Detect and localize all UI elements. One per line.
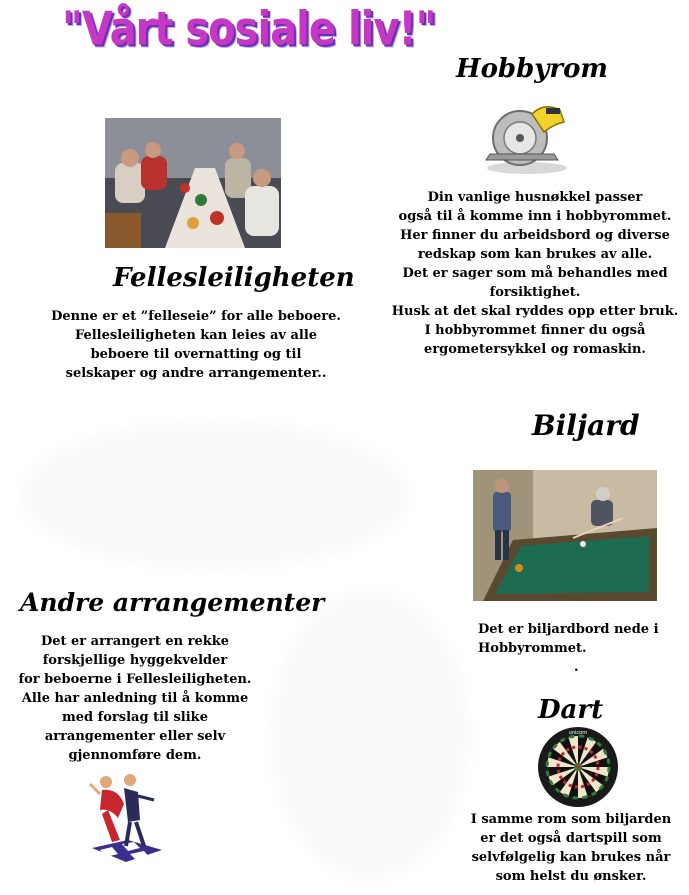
- page-title: "Vårt sosiale liv!": [62, 2, 436, 56]
- biljard-heading: Biljard: [532, 409, 640, 442]
- text-line: I samme rom som biljarden: [470, 812, 672, 827]
- text-line: er det også dartspill som: [480, 831, 662, 846]
- andre-heading: Andre arrangementer: [20, 588, 325, 617]
- text-line: beboere til overnatting og til: [90, 347, 302, 362]
- text-line: Fellesleiligheten kan leies av alle: [74, 328, 318, 343]
- dart-text: [460, 810, 682, 886]
- text-line: Det er biljardbord nede i: [478, 622, 659, 637]
- text-line: som helst du ønsker.: [495, 869, 647, 884]
- text-line: også til å komme inn i hobbyrommet.: [398, 209, 672, 224]
- text-line: redskap som kan brukes av alle.: [417, 247, 653, 262]
- fellesleiligheten-heading: Fellesleiligheten: [113, 263, 355, 293]
- text-line: selskaper og andre arrangementer..: [65, 366, 327, 381]
- text-line: Det er arrangert en rekke: [40, 634, 230, 649]
- fellesleiligheten-text: [40, 307, 352, 383]
- background-shape: [270, 590, 470, 880]
- dancing-couple-clipart: [88, 770, 164, 865]
- text-line: gjennomføre dem.: [68, 748, 202, 763]
- text-line: Alle har anledning til å komme: [21, 691, 249, 706]
- text-line: arrangementer eller selv: [44, 729, 226, 744]
- andre-text: [10, 632, 260, 765]
- hobbyrom-heading: Hobbyrom: [456, 54, 608, 84]
- dinner-party-photo: [105, 118, 281, 248]
- text-line: Denne er et ”felleseie” for alle beboere.: [51, 309, 341, 324]
- text-line: Hobbyrommet.: [478, 641, 587, 656]
- dart-heading: Dart: [538, 695, 604, 725]
- text-line: .: [574, 660, 579, 675]
- text-line: selvfølgelig kan brukes når: [471, 850, 671, 865]
- text-line: forskjellige hyggekvelder: [42, 653, 228, 668]
- billiards-photo: [473, 470, 657, 601]
- hobbyrom-text: [390, 188, 680, 359]
- text-line: med forslag til slike: [62, 710, 208, 725]
- text-line: for beboerne i Fellesleiligheten.: [18, 672, 252, 687]
- background-shape: [20, 420, 410, 570]
- biljard-text: [478, 620, 678, 677]
- text-line: forsiktighet.: [489, 285, 581, 300]
- text-line: Det er sager som må behandles med: [402, 266, 668, 281]
- text-line: Her finner du arbeidsbord og diverse: [400, 228, 670, 243]
- text-line: Husk at det skal ryddes opp etter bruk.: [391, 304, 679, 319]
- text-line: Din vanlige husnøkkel passer: [427, 190, 643, 205]
- circular-saw-image: [482, 96, 572, 176]
- dartboard-brand: unicorn: [568, 730, 588, 736]
- text-line: ergometersykkel og romaskin.: [424, 342, 646, 357]
- dartboard-image: [537, 726, 619, 808]
- text-line: I hobbyrommet finner du også: [424, 323, 646, 338]
